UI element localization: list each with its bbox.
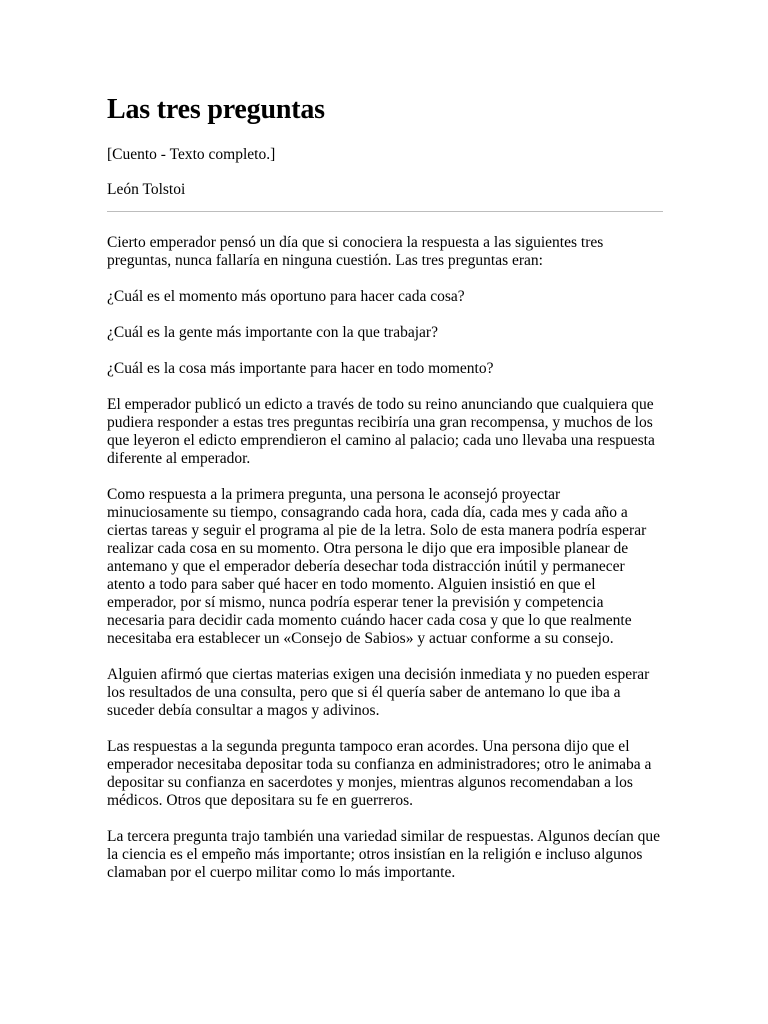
paragraph: Como respuesta a la primera pregunta, una persona le aconsejó proyectar minuciosamente su tiempo, consagrando cada hora, cada día, cada mes y cada año a ciertas tareas y seguir el programa al pie de la letra. Solo de esta manera podría esperar realizar cada cosa en su momento. Otra persona le dijo que era imposible planear de antemano y que el emperador debería desechar toda distracción inútil y permanecer atento a todo para saber qué hacer en todo momento. Alguien insistió en que el emperador, por sí mismo, nunca podría esperar tener la previsión y competencia necesaria para decidir cada momento cuándo hacer cada cosa y que lo que realmente necesitaba era establecer un «Consejo de Sabios» y actuar conforme a su consejo. <box>107 486 647 647</box>
paragraph: Las respuestas a la segunda pregunta tampoco eran acordes. Una persona dijo que el emperador necesitaba depositar toda su confianza en administradores; otro le animaba a depositar su confianza en sacerdotes y monjes, mientras algunos recomendaban a los médicos. Otros que depositara su fe en guerreros. <box>107 738 652 809</box>
page-title: Las tres preguntas <box>107 94 325 125</box>
paragraph: ¿Cuál es la cosa más importante para hacer en todo momento? <box>107 360 494 377</box>
paragraph: ¿Cuál es la gente más importante con la que trabajar? <box>107 324 438 341</box>
document-body <box>107 234 663 882</box>
paragraph: Cierto emperador pensó un día que si conociera la respuesta a las siguientes tres preguntas, nunca fallaría en ninguna cuestión. Las tres preguntas eran: <box>107 234 604 269</box>
divider <box>107 211 663 212</box>
paragraph: ¿Cuál es el momento más oportuno para hacer cada cosa? <box>107 288 465 305</box>
paragraph: Alguien afirmó que ciertas materias exigen una decisión inmediata y no pueden esperar los resultados de una consulta, pero que si él quería saber de antemano lo que iba a suceder debía consultar a magos y adivinos. <box>107 666 650 719</box>
paragraph: El emperador publicó un edicto a través de todo su reino anunciando que cualquiera que pudiera responder a estas tres preguntas recibiría una gran recompensa, y muchos de los que leyeron el edicto emprendieron el camino al palacio; cada uno llevaba una respuesta diferente al emperador. <box>107 396 655 467</box>
paragraph: La tercera pregunta trajo también una variedad similar de respuestas. Algunos decían que la ciencia es el empeño más importante; otros insistían en la religión e incluso algunos clamaban por el cuerpo militar como lo más importante. <box>107 828 661 881</box>
document-page <box>107 92 663 900</box>
document-author: León Tolstoi <box>107 181 186 198</box>
document-subtitle: [Cuento - Texto completo.] <box>107 146 276 163</box>
